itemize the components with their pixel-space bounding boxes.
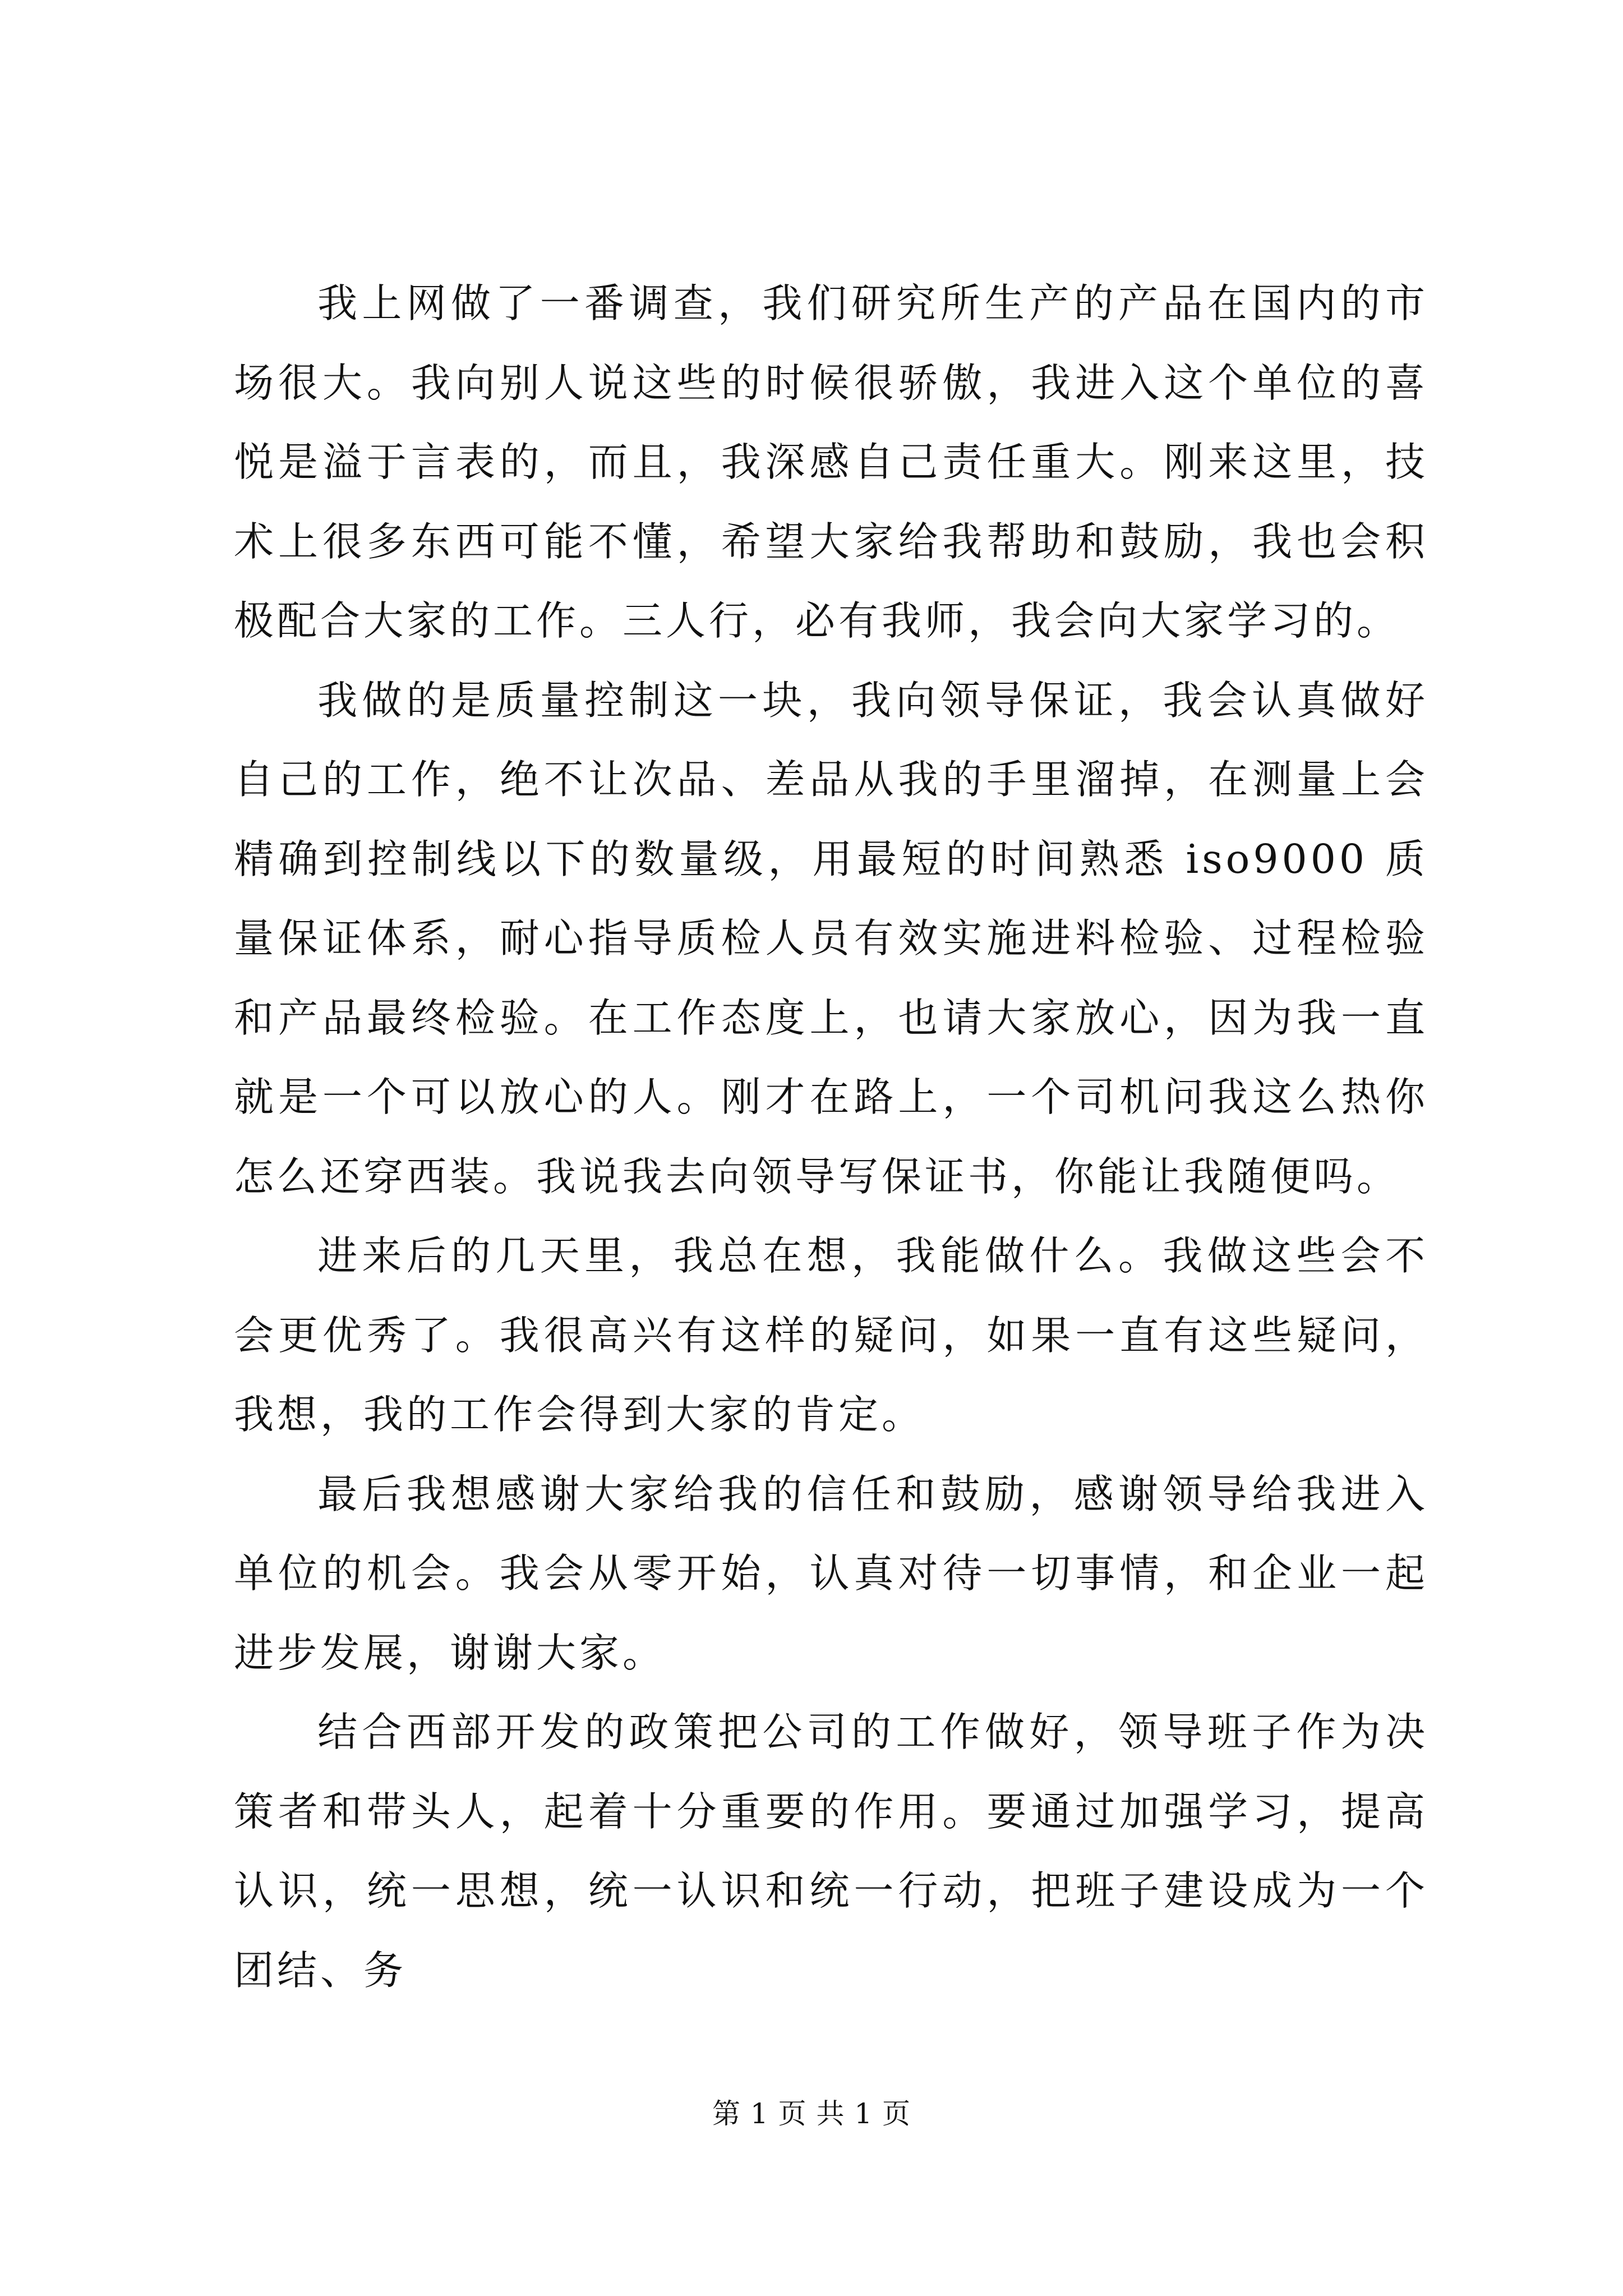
paragraph-5: 结合西部开发的政策把公司的工作做好，领导班子作为决策者和带头人，起着十分重要的作用。要通过加强学习，提高认识，统一思想，统一认识和统一行动，把班子建设成为一个团结、务 <box>234 1709 1428 1994</box>
document-body <box>234 264 1428 2010</box>
paragraph-3: 进来后的几天里，我总在想，我能做什么。我做这些会不会更优秀了。我很高兴有这样的疑问，如果一直有这些疑问，我想，我的工作会得到大家的肯定。 <box>234 1232 1428 1438</box>
paragraph-2: 我做的是质量控制这一块，我向领导保证，我会认真做好自己的工作，绝不让次品、差品从我的手里溜掉，在测量上会精确到控制线以下的数量级，用最短的时间熟悉 iso9000 质量保证体系，耐心指导质检人员有效实施进料检验、过程检验和产品最终检验。在工作态度上，也请大家放心，因为我一直就是一个可以放心的人。刚才在路上，一个司机问我这么热你怎么还穿西装。我说我去向领导写保证书，你能让我随便吗。 <box>234 677 1428 1200</box>
paragraph-1: 我上网做了一番调查，我们研究所生产的产品在国内的市场很大。我向别人说这些的时候很骄傲，我进入这个单位的喜悦是溢于言表的，而且，我深感自己责任重大。刚来这里，技术上很多东西可能不懂，希望大家给我帮助和鼓励，我也会积极配合大家的工作。三人行，必有我师，我会向大家学习的。 <box>234 280 1428 644</box>
page-footer: 第 1 页 共 1 页 <box>712 2097 911 2130</box>
paragraph-4: 最后我想感谢大家给我的信任和鼓励，感谢领导给我进入单位的机会。我会从零开始，认真对待一切事情，和企业一起进步发展，谢谢大家。 <box>234 1470 1428 1676</box>
